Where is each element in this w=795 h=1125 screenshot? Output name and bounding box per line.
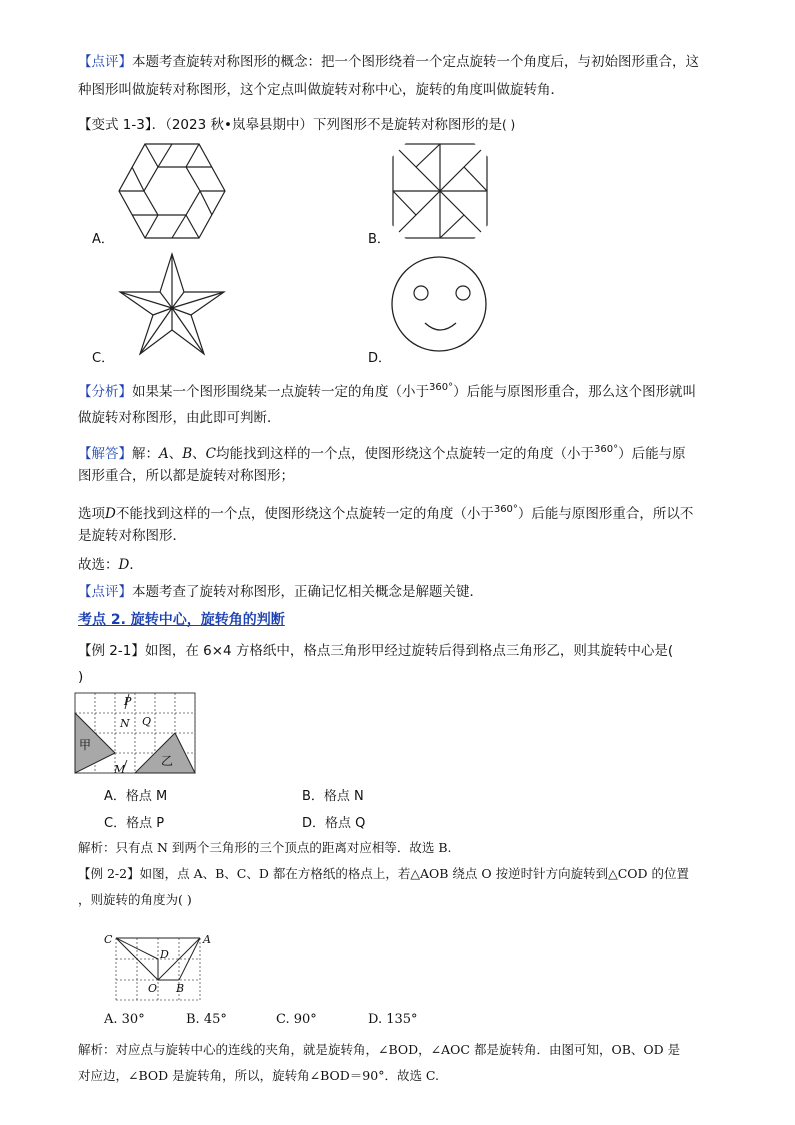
figure-grid-2-1 — [74, 692, 198, 776]
comment-line-1: 【点评】本题考查旋转对称图形的概念：把一个图形绕着一个定点旋转一个角度后，与初始图形重合，这 — [78, 54, 699, 70]
ex22-solution-2: 对应边，∠BOD 是旋转角，所以，旋转角∠BOD＝90°．故选 C. — [78, 1068, 440, 1083]
label-q: Q — [142, 715, 152, 728]
option-d-label: D． — [368, 351, 392, 366]
analysis-line-2: 做旋转对称图形，由此即可判断． — [78, 410, 281, 426]
label-d: D — [160, 948, 169, 961]
variant-question: 【变式 1-3】．（2023 秋•岚皋县期中）下列图形不是旋转对称图形的是( ) — [78, 117, 516, 133]
example-2-2-line-2: ，则旋转的角度为( ) — [78, 892, 192, 907]
label-yi: 乙 — [161, 754, 174, 768]
option-b-label: B． — [368, 232, 390, 247]
label-jia: 甲 — [79, 738, 92, 752]
label-p: P — [124, 695, 132, 708]
ex22-option-b: B. 45° — [186, 1012, 227, 1027]
ex21-option-d: D．格点 Q — [302, 816, 366, 831]
answer-line-2: 图形重合，所以都是旋转对称图形； — [78, 468, 294, 484]
figure-c-star — [118, 252, 226, 356]
answer-line-4: 是旋转对称图形． — [78, 528, 186, 544]
figure-grid-2-2 — [104, 922, 214, 1002]
ex21-option-b: B．格点 N — [302, 789, 364, 804]
option-c-label: C． — [92, 351, 115, 366]
answer-line-3: 选项D不能找到这样的一个点，使图形绕这个点旋转一定的角度（小于$^{360^\circ}$）后能与原图形重合，所以不 — [78, 504, 694, 522]
label-b: B — [176, 982, 185, 995]
label-m: M — [114, 763, 126, 776]
example-2-1-question: 【例 2-1】如图，在 6×4 方格纸中，格点三角形甲经过旋转后得到格点三角形乙，则其旋转中心是( — [78, 643, 674, 659]
label-n: N — [120, 717, 130, 730]
label-a: A — [203, 933, 211, 946]
answer-line-1: 【解答】解：A、B、C均能找到这样的一个点，使图形绕这个点旋转一定的角度（小于$^{360^\circ}$）后能与原 — [78, 444, 686, 462]
comment-line-2: 种图形叫做旋转对称图形，这个定点叫做旋转对称中心，旋转的角度叫做旋转角． — [78, 82, 564, 98]
answer-choice: 故选：D． — [78, 557, 143, 573]
ex21-solution: 解析：只有点 N 到两个三角形的三个顶点的距离对应相等．故选 B. — [78, 840, 452, 855]
example-2-2-line-1: 【例 2-2】如图，点 A、B、C、D 都在方格纸的格点上，若△AOB 绕点 O 按逆时针方向旋转到△COD 的位置 — [78, 866, 690, 881]
figure-b-pinwheel — [392, 143, 488, 239]
ex22-solution-1: 解析：对应点与旋转中心的连线的夹角，就是旋转角，∠BOD，∠AOC 都是旋转角．由图可知，OB、OD 是 — [78, 1042, 681, 1057]
figure-d-smiley — [390, 255, 488, 353]
label-o: O — [148, 982, 158, 995]
label-c: C — [104, 933, 113, 946]
analysis-line-1: 【分析】如果某一个图形围绕某一点旋转一定的角度（小于$^{360^\circ}$）后能与原图形重合，那么这个图形就叫 — [78, 382, 697, 400]
ex21-option-c: C．格点 P — [104, 816, 165, 831]
ex22-option-a: A. 30° — [104, 1012, 145, 1027]
comment-2: 【点评】本题考查了旋转对称图形，正确记忆相关概念是解题关键． — [78, 584, 483, 600]
option-a-label: A． — [92, 232, 114, 247]
ex22-option-c: C. 90° — [276, 1012, 317, 1027]
section-heading: 考点 2. 旋转中心，旋转角的判断 — [78, 612, 285, 628]
ex22-option-d: D. 135° — [368, 1012, 418, 1027]
example-2-1-close: ) — [78, 669, 84, 685]
figure-a-hexagon — [118, 143, 226, 239]
ex21-option-a: A．格点 M — [104, 789, 168, 804]
comment-tag: 【点评】 — [78, 54, 132, 70]
